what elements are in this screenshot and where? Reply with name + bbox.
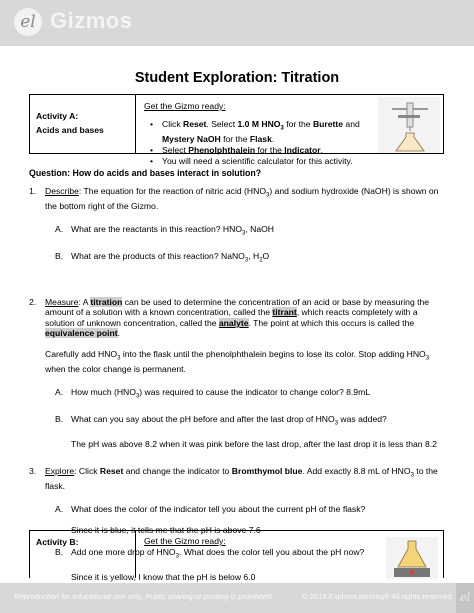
flask-stirrer-icon — [386, 537, 438, 579]
page-title: Student Exploration: Titration — [134, 70, 340, 86]
term-titration: titration — [90, 296, 123, 307]
answer-3a: Since it is blue, it tells me that the pH is above 7.6 — [71, 524, 261, 535]
brand-name: Gizmos — [50, 8, 133, 33]
question-2a: A. How much $(HNO_3)$ was required to cause the indicator to change color? 8.9mL — [55, 386, 371, 400]
burette-flask-icon — [378, 97, 440, 153]
gizmos-header — [0, 0, 474, 46]
copyright-notice: © 2019 ExploreLearning® All rights reserved — [301, 592, 452, 601]
explorelearning-logo-icon: el — [14, 8, 42, 36]
term-analyte: analyte — [218, 317, 249, 328]
explorelearning-mark-icon: el — [456, 583, 474, 613]
answer-3b: Since it is yellow, I know that the pH is below 6.0 — [71, 572, 256, 583]
question-3: 3. Explore: Click Reset and change the indicator to Bromthymol blue. Add exactly 8.8 mL of $HNO_3$ to the flask. — [29, 466, 438, 492]
question-2: 2. Measure: A titration can be used to determine the concentration of an acid or base by measuring the amount of a solution with a known concentration, called the titrant, which reacts completely with a solution of unknown concentration, called the analyte. The point at which this occurs is called the equivalence point. — [29, 296, 430, 339]
setup-step: • You will need a scientific calculator for this activity. — [148, 156, 378, 167]
question-2b: B. What can you say about the pH before and after the last drop of $HNO_3$ was added? — [55, 414, 387, 427]
usage-notice: Reproduction for educational use only. Public sharing or posting is prohibited. — [14, 592, 274, 601]
box-divider — [135, 531, 136, 578]
setup-step: • Click Reset. Select 1.0 M $HNO_3$ for the Burette and Mystery NaOH for the Flask. — [148, 119, 378, 145]
question-1b: B. What are the products of this reaction? NaNO$_3$, $H_2O$ — [55, 251, 270, 264]
activity-a-topic: Acids and bases — [36, 125, 104, 135]
footer — [0, 583, 474, 613]
activity-b-box — [29, 530, 444, 578]
question-heading: Question: How do acids and bases interact in solution? — [29, 168, 262, 178]
gizmo-ready-heading: Get the Gizmo ready: — [144, 101, 226, 111]
setup-step: • Select Phenolphthalein for the Indicator. — [148, 145, 378, 156]
box-divider — [135, 95, 136, 153]
question-1: 1. Describe: The equation for the reaction of nitric acid $(HNO_3)$ and sodium hydroxide (NaOH) is shown on the bottom right of the Gizmo. — [29, 186, 439, 212]
question-1a: A. What are the reactants in this reaction? $HNO_3$, NaOH — [55, 223, 274, 237]
activity-a-label: Activity A: — [36, 111, 79, 121]
setup-steps — [148, 119, 378, 166]
activity-b-label: Activity B: — [36, 537, 79, 547]
question-3a: A. What does the color of the indicator tell you about the current pH of the flask? — [55, 503, 366, 514]
question-2-instructions: Carefully add $HNO_3$ into the flask until the phenolphthalein begins to lose its color. Stop adding $HNO_3$ when the color change is permanent. — [45, 348, 430, 375]
term-titrant: titrant — [272, 307, 297, 318]
question-3b: B. Add one more drop of $HNO_3$. What does the color tell you about the pH now? — [55, 547, 365, 560]
gizmo-ready-heading-b: Get the Gizmo ready: — [144, 536, 226, 546]
answer-2b: The pH was above 8.2 when it was pink before the last drop, after the last drop it is less than 8.2 — [71, 439, 437, 450]
worksheet-body — [29, 186, 449, 583]
term-equivalence-point: equivalence point — [45, 328, 118, 339]
activity-a-box — [29, 94, 444, 166]
